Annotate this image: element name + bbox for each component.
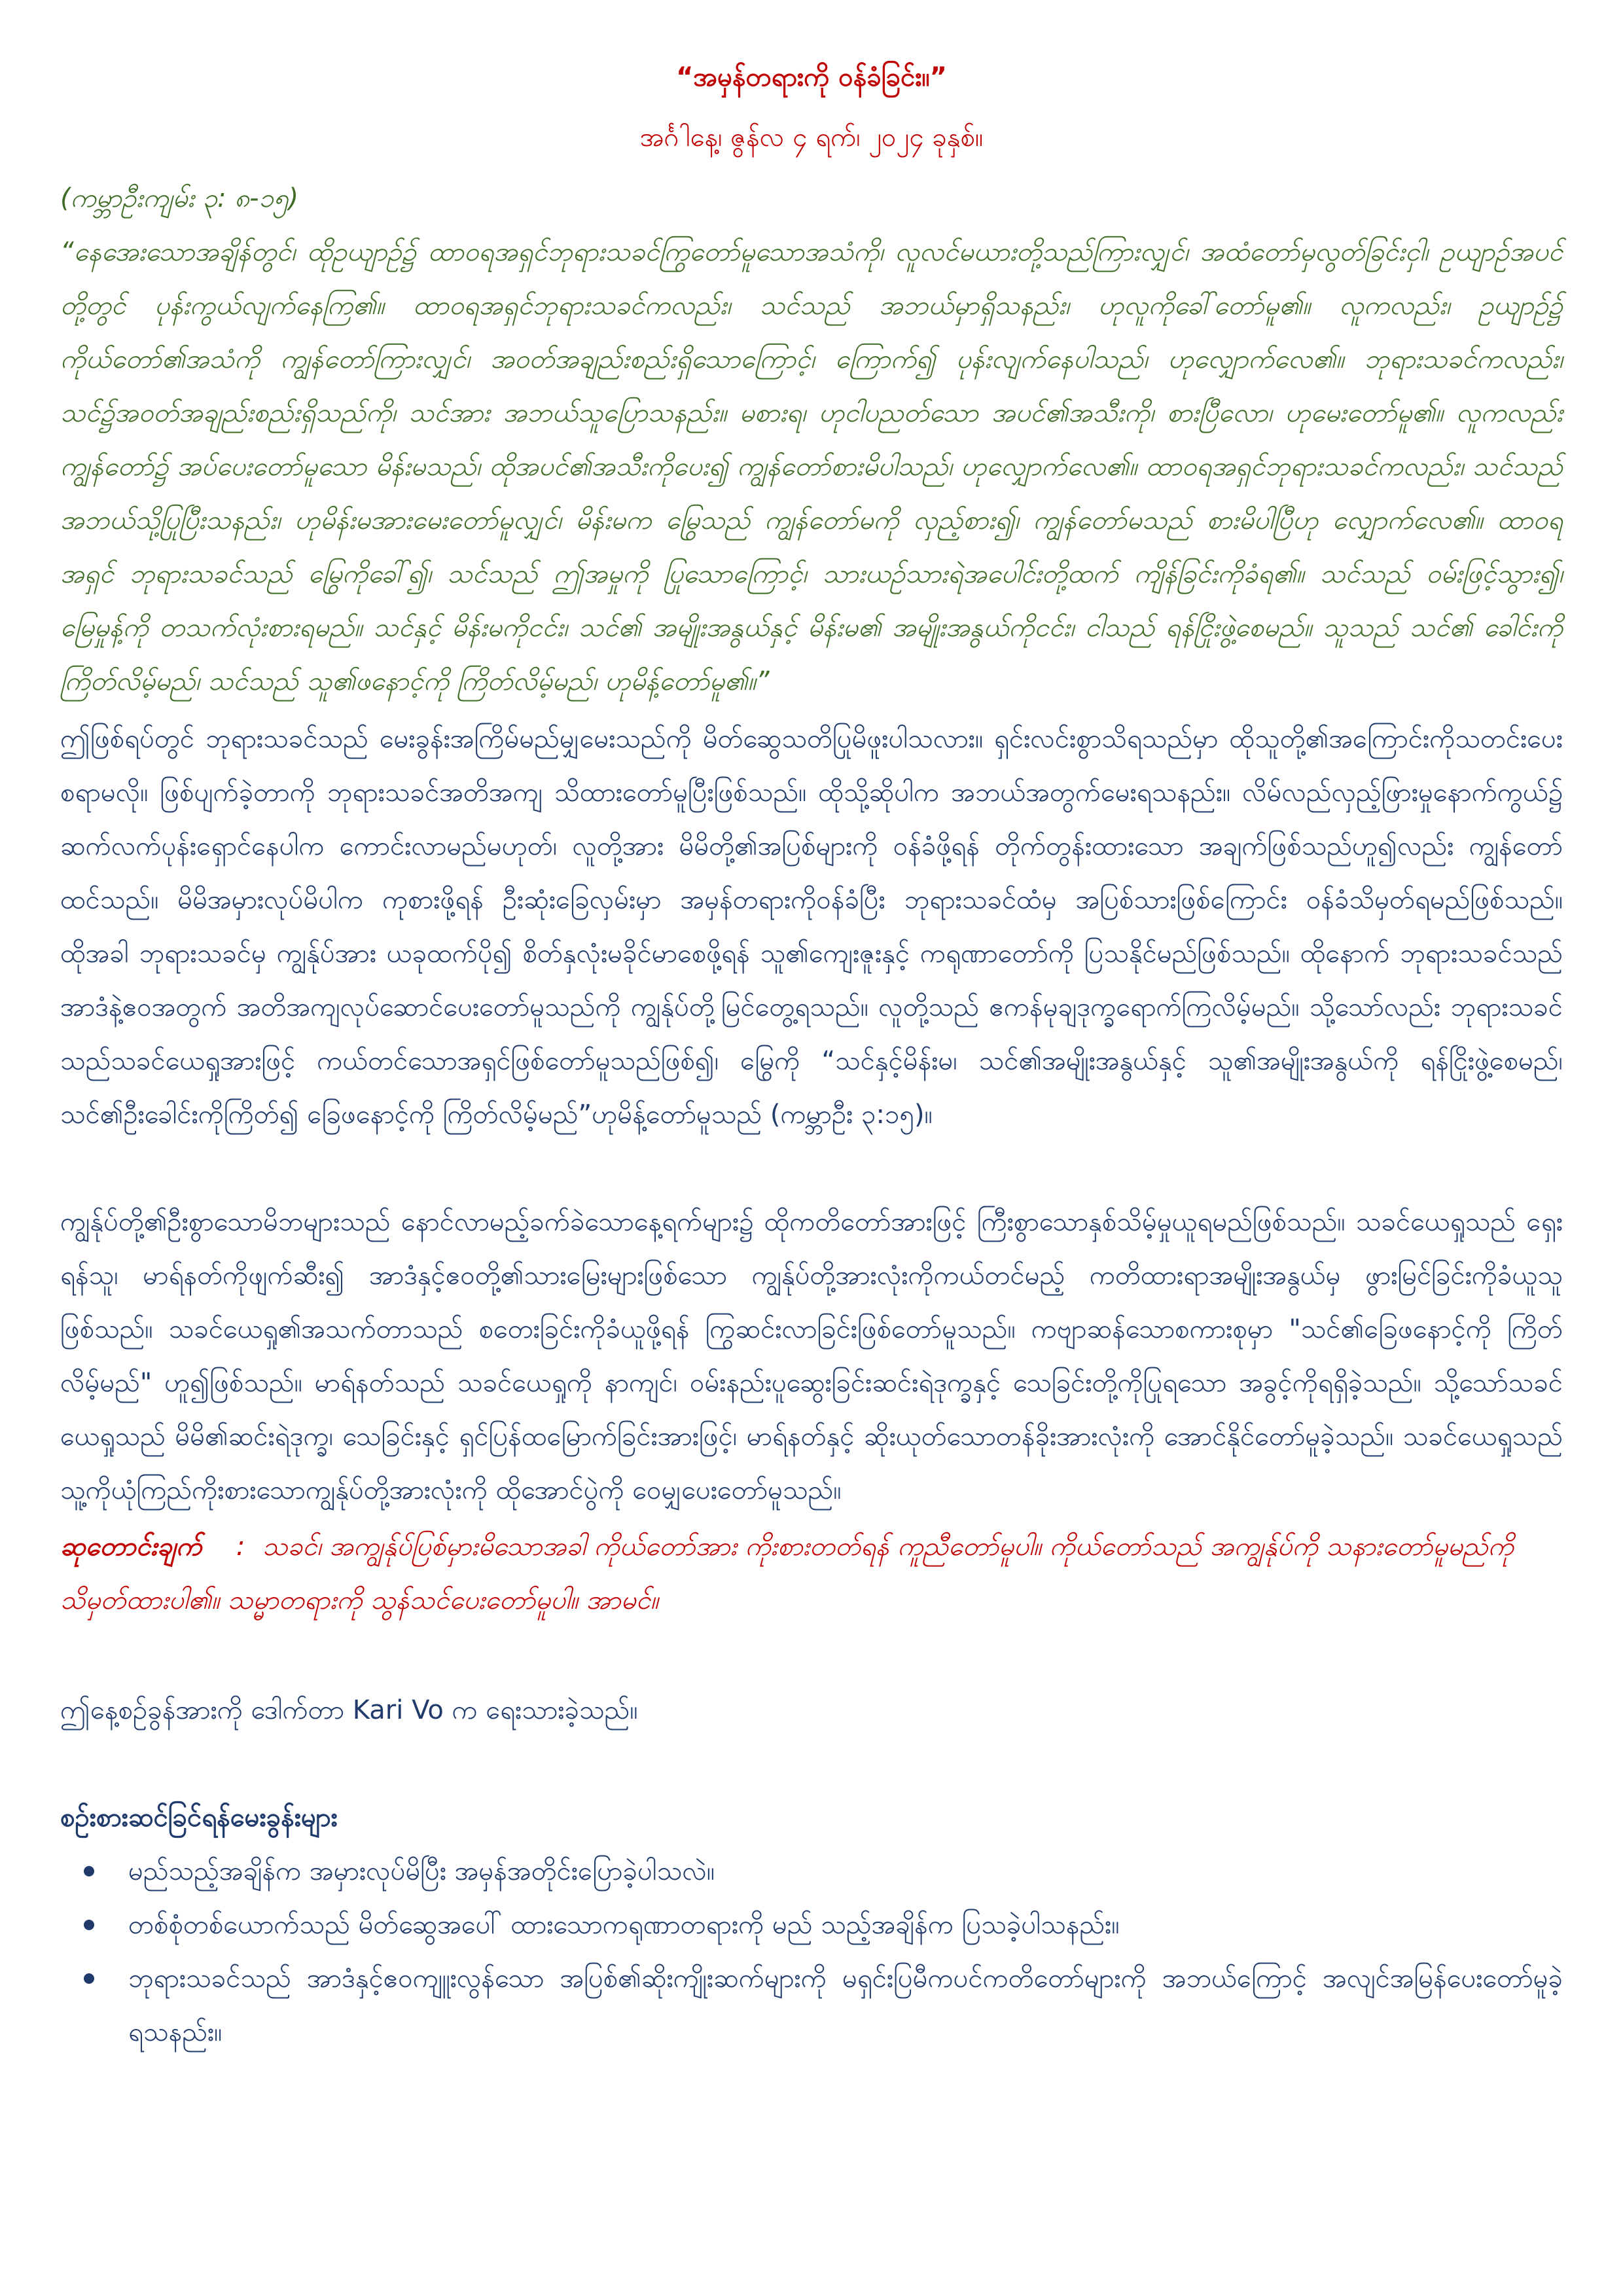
question-text: ဘုရားသခင်သည် အာဒံနှင့်ဧဝကျူးလွန်သော အပြစ်၏ဆိုးကျိုးဆက်များကို မရှင်းပြမီကပင်ကတိတော်များကို အဘယ်ကြောင့် အလျင်အမြန်ပေးတော်မူခဲ့ရသနည်း။ bbox=[128, 1964, 1563, 2047]
scripture-block bbox=[60, 171, 1563, 708]
question-item bbox=[60, 1898, 1563, 1952]
prayer-separator: : bbox=[236, 1532, 245, 1562]
prayer-text: သခင်၊ အကျွန်ုပ်ပြစ်မှားမိသောအခါ ကိုယ်တော်အား ကိုးစားတတ်ရန် ကူညီတော်မူပါ။ ကိုယ်တော်သည် အကျွန်ုပ်ကို သနားတော်မူမည်ကို သိမှတ်ထားပါ၏။ သမ္မာတရားကို သွန်သင်ပေးတော်မူပါ။ အာမင်။ bbox=[60, 1532, 1514, 1615]
page-title: “အမှန်တရားကို ဝန်ခံခြင်း။” bbox=[676, 62, 947, 92]
questions-list bbox=[60, 1844, 1563, 2059]
question-text: မည်သည့်အချိန်က အမှားလုပ်မိပြီး အမှန်အတိုင်းပြောခဲ့ပါသလဲ။ bbox=[128, 1856, 715, 1886]
body-paragraph-1: ဤဖြစ်ရပ်တွင် ဘုရားသခင်သည် မေးခွန်းအကြိမ်မည်မျှမေးသည်ကို မိတ်ဆွေသတိပြုမိဖူးပါသလား။ ရှင်းလင်းစွာသိရသည်မှာ ထိုသူတို့၏အကြောင်းကိုသတင်းပေးစရာမလို။ ဖြစ်ပျက်ခဲ့တာကို ဘုရားသခင်အတိအကျ သိထားတော်မူပြီးဖြစ်သည်။ ထိုသို့ဆိုပါက အဘယ်အတွက်မေးရသနည်း။ လိမ်လည်လှည့်ဖြားမှုနောက်ကွယ်၌ ဆက်လက်ပုန်းရှောင်နေပါက ကောင်းလာမည်မဟုတ်၊ လူတို့အား မိမိတို့၏အပြစ်များကို ဝန်ခံဖို့ရန် တိုက်တွန်းထားသော အချက်ဖြစ်သည်ဟူ၍လည်း ကျွန်တော်ထင်သည်။ မိမိအမှားလုပ်မိပါက ကုစားဖို့ရန် ဦးဆုံးခြေလှမ်းမှာ အမှန်တရားကိုဝန်ခံပြီး ဘုရားသခင်ထံမှ အပြစ်သားဖြစ်ကြောင်း ဝန်ခံသိမှတ်ရမည်ဖြစ်သည်။ ထိုအခါ ဘုရားသခင်မှ ကျွန်ုပ်အား ယခုထက်ပို၍ စိတ်နှလုံးမခိုင်မာစေဖို့ရန် သူ၏ကျေးဇူးနှင့် ကရုဏာတော်ကို ပြသနိုင်မည်ဖြစ်သည်။ ထိုနောက် ဘုရားသခင်သည် အာဒံနဲ့ဧဝအတွက် အတိအကျလုပ်ဆောင်ပေးတော်မူသည်ကို ကျွန်ုပ်တို့မြင်တွေ့ရသည်။ လူတို့သည် ဧကန်မုချဒုက္ခရောက်ကြလိမ့်မည်။ သို့သော်လည်း ဘုရားသခင်သည်သခင်ယေရှုအားဖြင့် ကယ်တင်သောအရှင်ဖြစ်တော်မူသည်ဖြစ်၍၊ မြွေကို “သင်နှင့်မိန်းမ၊ သင်၏အမျိုးအနွယ်နှင့် သူ၏အမျိုးအနွယ်ကို ရန်ငြိုးဖွဲ့စေမည်၊ သင်၏ဦးခေါင်းကိုကြိတ်၍ ခြေဖနောင့်ကို ကြိတ်လိမ့်မည်”ဟုမိန့်တော်မူသည် (ကမ္ဘာဦး ၃:၁၅)။ bbox=[60, 724, 1563, 1130]
scripture-text: “နေအေးသောအချိန်တွင်၊ ထိုဥယျာဉ်၌ ထာဝရအရှင်ဘုရားသခင်ကြွတော်မူသောအသံကို၊ လူလင်မယားတို့သည်ကြားလျှင်၊ အထံတော်မှလွတ်ခြင်းငှါ၊ ဥယျာဉ်အပင်တို့တွင် ပုန်းကွယ်လျက်နေကြ၏။ ထာဝရအရှင်ဘုရားသခင်ကလည်း၊ သင်သည် အဘယ်မှာရှိသနည်း၊ ဟုလူကိုခေါ်တော်မူ၏။ လူကလည်း၊ ဥယျာဉ်၌ ကိုယ်တော်၏အသံကို ကျွန်တော်ကြားလျှင်၊ အဝတ်အချည်းစည်းရှိသောကြောင့်၊ ကြောက်၍ ပုန်းလျက်နေပါသည်၊ ဟုလျှောက်လေ၏။ ဘုရားသခင်ကလည်း၊ သင်၌အဝတ်အချည်းစည်းရှိသည်ကို၊ သင်အား အဘယ်သူပြောသနည်း။ မစားရ၊ ဟုငါပညတ်သော အပင်၏အသီးကို၊ စားပြီလော၊ ဟုမေးတော်မူ၏။ လူကလည်း ကျွန်တော်၌ အပ်ပေးတော်မူသော မိန်းမသည်၊ ထိုအပင်၏အသီးကိုပေး၍ ကျွန်တော်စားမိပါသည်၊ ဟုလျှောက်လေ၏။ ထာဝရအရှင်ဘုရားသခင်ကလည်း၊ သင်သည် အဘယ်သို့ပြုပြီးသနည်း၊ ဟုမိန်းမအားမေးတော်မူလျှင်၊ မိန်းမက မြွေသည် ကျွန်တော်မကို လှည့်စား၍၊ ကျွန်တော်မသည် စားမိပါပြီဟု လျှောက်လေ၏။ ထာဝရအရှင် ဘုရားသခင်သည် မြွေကိုခေါ်၍၊ သင်သည် ဤအမှုကို ပြုသောကြောင့်၊ သားယဉ်သားရဲအပေါင်းတို့ထက် ကျိန်ခြင်းကိုခံရ၏။ သင်သည် ဝမ်းဖြင့်သွား၍၊ မြေမှုန့်ကို တသက်လုံးစားရမည်။ သင်နှင့် မိန်းမကိုငင်း၊ သင်၏ အမျိုးအနွယ်နှင့် မိန်းမ၏ အမျိုးအနွယ်ကိုငင်း၊ ငါသည် ရန်ငြိုးဖွဲ့စေမည်။ သူသည် သင်၏ ခေါင်းကိုကြိတ်လိမ့်မည်၊ သင်သည် သူ၏ဖနောင့်ကို ကြိတ်လိမ့်မည်၊ ဟုမိန့်တော်မူ၏။” bbox=[60, 237, 1563, 696]
question-item bbox=[60, 1844, 1563, 1898]
author-line: ဤနေ့စဉ်ခွန်အားကို ဒေါက်တာ Kari Vo က ရေးသားခဲ့သည်။ bbox=[60, 1695, 638, 1725]
scripture-reference: (ကမ္ဘာဦးကျမ်း ၃: ၈-၁၅) bbox=[60, 183, 299, 213]
bullet-icon bbox=[84, 1973, 94, 1984]
question-item bbox=[60, 1952, 1563, 2059]
bullet-icon bbox=[84, 1920, 94, 1930]
question-text: တစ်စုံတစ်ယောက်သည် မိတ်ဆွေအပေါ် ထားသောကရုဏာတရားကို မည် သည့်အချိန်က ပြသခဲ့ပါသနည်း။ bbox=[128, 1910, 1120, 1940]
bullet-icon bbox=[84, 1866, 94, 1876]
questions-heading: စဉ်းစားဆင်ခြင်ရန်မေးခွန်းများ bbox=[60, 1803, 338, 1833]
body-paragraph-2: ကျွန်ုပ်တို့၏ဦးစွာသောမိဘများသည် နောင်လာမည့်ခက်ခဲသောနေ့ရက်များ၌ ထိုကတိတော်အားဖြင့် ကြီးစွာသောနှစ်သိမ့်မှုယူရမည်ဖြစ်သည်။ သခင်ယေရှုသည် ရှေးရန်သူ၊ မာရ်နတ်ကိုဖျက်ဆီး၍ အာဒံနှင့်ဧဝတို့၏သားမြေးများဖြစ်သော ကျွန်ုပ်တို့အားလုံးကိုကယ်တင်မည့် ကတိထားရာအမျိုးအနွယ်မှ ဖွားမြင်ခြင်းကိုခံယူသူဖြစ်သည်။ သခင်ယေရှု၏အသက်တာသည် စတေးခြင်းကိုခံယူဖို့ရန် ကြွဆင်းလာခြင်းဖြစ်တော်မူသည်။ ကဗျာဆန်သောစကားစုမှာ "သင်၏ခြေဖနောင့်ကို ကြိတ်လိမ့်မည်" ဟူ၍ဖြစ်သည်။ မာရ်နတ်သည် သခင်ယေရှုကို နာကျင်၊ ဝမ်းနည်းပူဆွေးခြင်းဆင်းရဲဒုက္ခနှင့် သေခြင်းတို့ကိုပြုရသော အခွင့်ကိုရရှိခဲ့သည်။ သို့သော်သခင်ယေရှုသည် မိမိ၏ဆင်းရဲဒုက္ခ၊ သေခြင်းနှင့် ရှင်ပြန်ထမြောက်ခြင်းအားဖြင့်၊ မာရ်နတ်နှင့် ဆိုးယုတ်သောတန်ခိုးအားလုံးကို အောင်နိုင်တော်မူခဲ့သည်။ သခင်ယေရှုသည် သူ့ကိုယုံကြည်ကိုးစားသောကျွန်ုပ်တို့အားလုံးကို ထိုအောင်ပွဲကို ဝေမျှပေးတော်မူသည်။ bbox=[60, 1207, 1563, 1505]
page-date: အင်္ဂါနေ့၊ ဇွန်လ ၄ ရက်၊ ၂၀၂၄ ခုနှစ်။ bbox=[639, 122, 984, 152]
prayer-block bbox=[60, 1520, 1563, 1627]
prayer-label: ဆုတောင်းချက် bbox=[60, 1532, 202, 1562]
